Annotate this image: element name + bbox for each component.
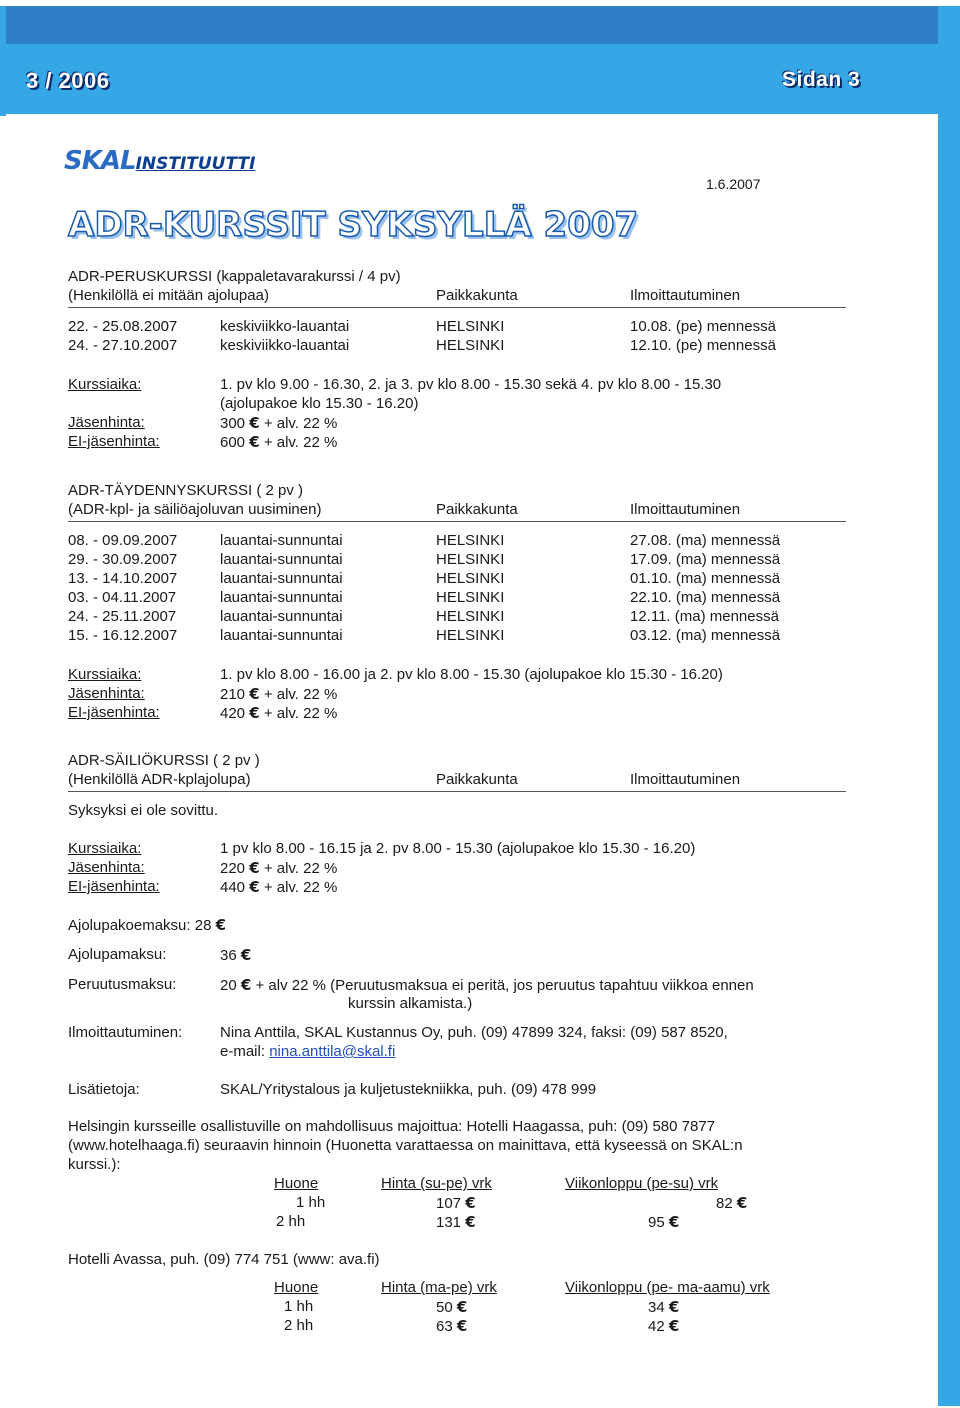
euro-icon: €: [249, 685, 260, 703]
basic-nonmember-price: 600 € + alv. 22 %: [220, 433, 338, 451]
email-link[interactable]: nina.anttila@skal.fi: [269, 1043, 396, 1060]
refresh-divider: [68, 521, 846, 522]
refresh-row-days: lauantai-sunnuntai: [220, 627, 343, 644]
basic-time-text: 1. pv klo 9.00 - 16.30, 2. ja 3. pv klo 8.00 - 15.30 sekä 4. pv klo 8.00 - 15.30: [220, 376, 722, 393]
tank-col-reg: Ilmoittautuminen: [630, 771, 741, 788]
logo-instituutti-text: INSTITUUTTI: [135, 154, 256, 174]
refresh-row-reg: 17.09. (ma) mennessä: [630, 551, 781, 568]
refresh-row-dates: 29. - 30.09.2007: [68, 551, 178, 568]
basic-row-place: HELSINKI: [436, 318, 505, 335]
basic-row-reg: 10.08. (pe) mennessä: [630, 318, 776, 335]
page-title: ADR-KURSSIT SYKSYLLÄ 2007: [68, 205, 639, 245]
euro-icon: €: [249, 433, 260, 451]
refresh-time-label: Kurssiaika:: [68, 666, 142, 683]
license-fee-value: 36 €: [220, 946, 252, 964]
basic-member-label: Jäsenhinta:: [68, 414, 145, 431]
basic-row-place: HELSINKI: [436, 337, 505, 354]
cancel-fee-text: 20 € + alv 22 % (Peruutusmaksua ei peritä, jos peruutus tapahtuu viikkoa ennen: [220, 976, 754, 994]
tank-time-text: 1 pv klo 8.00 - 16.15 ja 2. pv 8.00 - 15.30 (ajolupakoe klo 15.30 - 16.20): [220, 840, 696, 857]
refresh-row-dates: 15. - 16.12.2007: [68, 627, 178, 644]
avassa-row-room: 1 hh: [284, 1298, 314, 1315]
tank-heading: ADR-SÄILIÖKURSSI ( 2 pv ): [68, 752, 260, 769]
tank-divider: [68, 791, 846, 792]
refresh-row-dates: 08. - 09.09.2007: [68, 532, 178, 549]
hotel-intro-line: Helsingin kursseille osallistuville on mahdollisuus majoittua: Hotelli Haagassa, puh: (09) 580 7877: [68, 1118, 716, 1135]
euro-icon: €: [668, 1317, 680, 1335]
euro-icon: €: [249, 859, 260, 877]
refresh-row-place: HELSINKI: [436, 570, 505, 587]
refresh-row-reg: 03.12. (ma) mennessä: [630, 627, 781, 644]
basic-row-dates: 24. - 27.10.2007: [68, 337, 178, 354]
skal-logo: [64, 146, 255, 176]
haaga-row-weekday: 131 €: [436, 1213, 476, 1231]
refresh-row-reg: 22.10. (ma) mennessä: [630, 589, 781, 606]
basic-time-label: Kurssiaika:: [68, 376, 142, 393]
refresh-subheading: (ADR-kpl- ja säiliöajoluvan uusiminen): [68, 501, 322, 518]
haaga-row-weekend: 82 €: [716, 1194, 748, 1212]
euro-icon: €: [465, 1213, 476, 1231]
refresh-row-place: HELSINKI: [436, 608, 505, 625]
avassa-col-room: Huone: [274, 1279, 319, 1296]
basic-col-place: Paikkakunta: [436, 287, 518, 304]
refresh-row-place: HELSINKI: [436, 627, 505, 644]
refresh-row-reg: 27.08. (ma) mennessä: [630, 532, 781, 549]
refresh-row-days: lauantai-sunnuntai: [220, 608, 343, 625]
refresh-row-reg: 01.10. (ma) mennessä: [630, 570, 781, 587]
euro-icon: €: [736, 1194, 748, 1212]
avassa-col-weekend: Viikonloppu (pe- ma-aamu) vrk: [565, 1279, 770, 1296]
refresh-row-dates: 24. - 25.11.2007: [68, 608, 177, 625]
refresh-member-label: Jäsenhinta:: [68, 685, 145, 702]
refresh-row-place: HELSINKI: [436, 532, 505, 549]
tank-note: Syksyksi ei ole sovittu.: [68, 802, 219, 819]
logo-skal-text: SKAL: [64, 146, 136, 176]
refresh-row-dates: 03. - 04.11.2007: [68, 589, 177, 606]
avassa-row-weekend: 34 €: [648, 1298, 680, 1316]
avassa-row-weekday: 50 €: [436, 1298, 468, 1316]
refresh-row-days: lauantai-sunnuntai: [220, 570, 343, 587]
refresh-nonmember-price: 420 € + alv. 22 %: [220, 704, 338, 722]
right-band: [938, 6, 960, 1406]
euro-icon: €: [668, 1213, 680, 1231]
haaga-row-weekend: 95 €: [648, 1213, 680, 1231]
basic-row-days: keskiviikko-lauantai: [220, 318, 350, 335]
avassa-line: Hotelli Avassa, puh. (09) 774 751 (www: ava.fi): [68, 1251, 380, 1268]
info-label: Lisätietoja:: [68, 1081, 140, 1098]
basic-subheading: (Henkilöllä ei mitään ajolupaa): [68, 287, 269, 304]
page-number: Sidan 3: [782, 68, 861, 91]
registration-label: Ilmoittautuminen:: [68, 1024, 183, 1041]
euro-icon: €: [668, 1298, 680, 1316]
euro-icon: €: [249, 878, 260, 896]
basic-nonmember-label: EI-jäsenhinta:: [68, 433, 160, 450]
tank-subheading: (Henkilöllä ADR-kplajolupa): [68, 771, 251, 788]
info-text: SKAL/Yritystalous ja kuljetustekniikka, puh. (09) 478 999: [220, 1081, 597, 1098]
haaga-col-weekday: Hinta (su-pe) vrk: [381, 1175, 492, 1192]
euro-icon: €: [456, 1317, 468, 1335]
refresh-row-reg: 12.11. (ma) mennessä: [630, 608, 779, 625]
refresh-col-reg: Ilmoittautuminen: [630, 501, 741, 518]
registration-email-line: e-mail: nina.anttila@skal.fi: [220, 1043, 396, 1060]
basic-member-price: 300 € + alv. 22 %: [220, 414, 338, 432]
basic-row-days: keskiviikko-lauantai: [220, 337, 350, 354]
avassa-row-weekday: 63 €: [436, 1317, 468, 1335]
refresh-member-price: 210 € + alv. 22 %: [220, 685, 338, 703]
tank-col-place: Paikkakunta: [436, 771, 518, 788]
basic-time-exam: (ajolupakoe klo 15.30 - 16.20): [220, 395, 419, 412]
tank-member-label: Jäsenhinta:: [68, 859, 145, 876]
haaga-col-weekend: Viikonloppu (pe-su) vrk: [565, 1175, 719, 1192]
license-fee-label: Ajolupamaksu:: [68, 946, 167, 963]
left-band: [0, 6, 6, 116]
hotel-intro-line: kurssi.):: [68, 1156, 121, 1173]
refresh-row-days: lauantai-sunnuntai: [220, 551, 343, 568]
refresh-col-place: Paikkakunta: [436, 501, 518, 518]
exam-fee: Ajolupakoemaksu: 28 €: [68, 916, 227, 934]
avassa-col-weekday: Hinta (ma-pe) vrk: [381, 1279, 497, 1296]
basic-col-reg: Ilmoittautuminen: [630, 287, 741, 304]
euro-icon: €: [240, 976, 252, 994]
refresh-row-days: lauantai-sunnuntai: [220, 532, 343, 549]
refresh-heading: ADR-TÄYDENNYSKURSSI ( 2 pv ): [68, 482, 304, 499]
basic-heading: ADR-PERUSKURSSI (kappaletavarakurssi / 4 pv): [68, 268, 401, 285]
registration-text: Nina Anttila, SKAL Kustannus Oy, puh. (09) 47899 324, faksi: (09) 587 8520,: [220, 1024, 728, 1041]
basic-divider: [68, 307, 846, 308]
basic-row-dates: 22. - 25.08.2007: [68, 318, 178, 335]
avassa-row-weekend: 42 €: [648, 1317, 680, 1335]
refresh-row-place: HELSINKI: [436, 551, 505, 568]
hotel-intro-line: (www.hotelhaaga.fi) seuraavin hinnoin (Huonetta varattaessa on mainittava, että kyseessä on SKAL:n: [68, 1137, 743, 1154]
haaga-row-weekday: 107 €: [436, 1194, 476, 1212]
cancel-fee-label: Peruutusmaksu:: [68, 976, 177, 993]
tank-member-price: 220 € + alv. 22 %: [220, 859, 338, 877]
refresh-nonmember-label: EI-jäsenhinta:: [68, 704, 160, 721]
euro-icon: €: [249, 414, 260, 432]
euro-icon: €: [465, 1194, 476, 1212]
tank-nonmember-price: 440 € + alv. 22 %: [220, 878, 338, 896]
header-band: [0, 6, 960, 44]
euro-icon: €: [456, 1298, 468, 1316]
euro-icon: €: [215, 916, 227, 934]
refresh-row-place: HELSINKI: [436, 589, 505, 606]
issue-number: 3 / 2006: [26, 68, 110, 93]
document-date: 1.6.2007: [706, 176, 761, 192]
refresh-row-days: lauantai-sunnuntai: [220, 589, 343, 606]
haaga-row-room: 1 hh: [296, 1194, 326, 1211]
avassa-row-room: 2 hh: [284, 1317, 314, 1334]
basic-row-reg: 12.10. (pe) mennessä: [630, 337, 776, 354]
refresh-time-text: 1. pv klo 8.00 - 16.00 ja 2. pv klo 8.00 - 15.30 (ajolupakoe klo 15.30 - 16.20): [220, 666, 723, 683]
tank-nonmember-label: EI-jäsenhinta:: [68, 878, 160, 895]
tank-time-label: Kurssiaika:: [68, 840, 142, 857]
euro-icon: €: [240, 946, 252, 964]
haaga-col-room: Huone: [274, 1175, 319, 1192]
haaga-row-room: 2 hh: [276, 1213, 306, 1230]
refresh-row-dates: 13. - 14.10.2007: [68, 570, 178, 587]
euro-icon: €: [249, 704, 260, 722]
cancel-fee-text-cont: kurssin alkamista.): [348, 995, 473, 1012]
